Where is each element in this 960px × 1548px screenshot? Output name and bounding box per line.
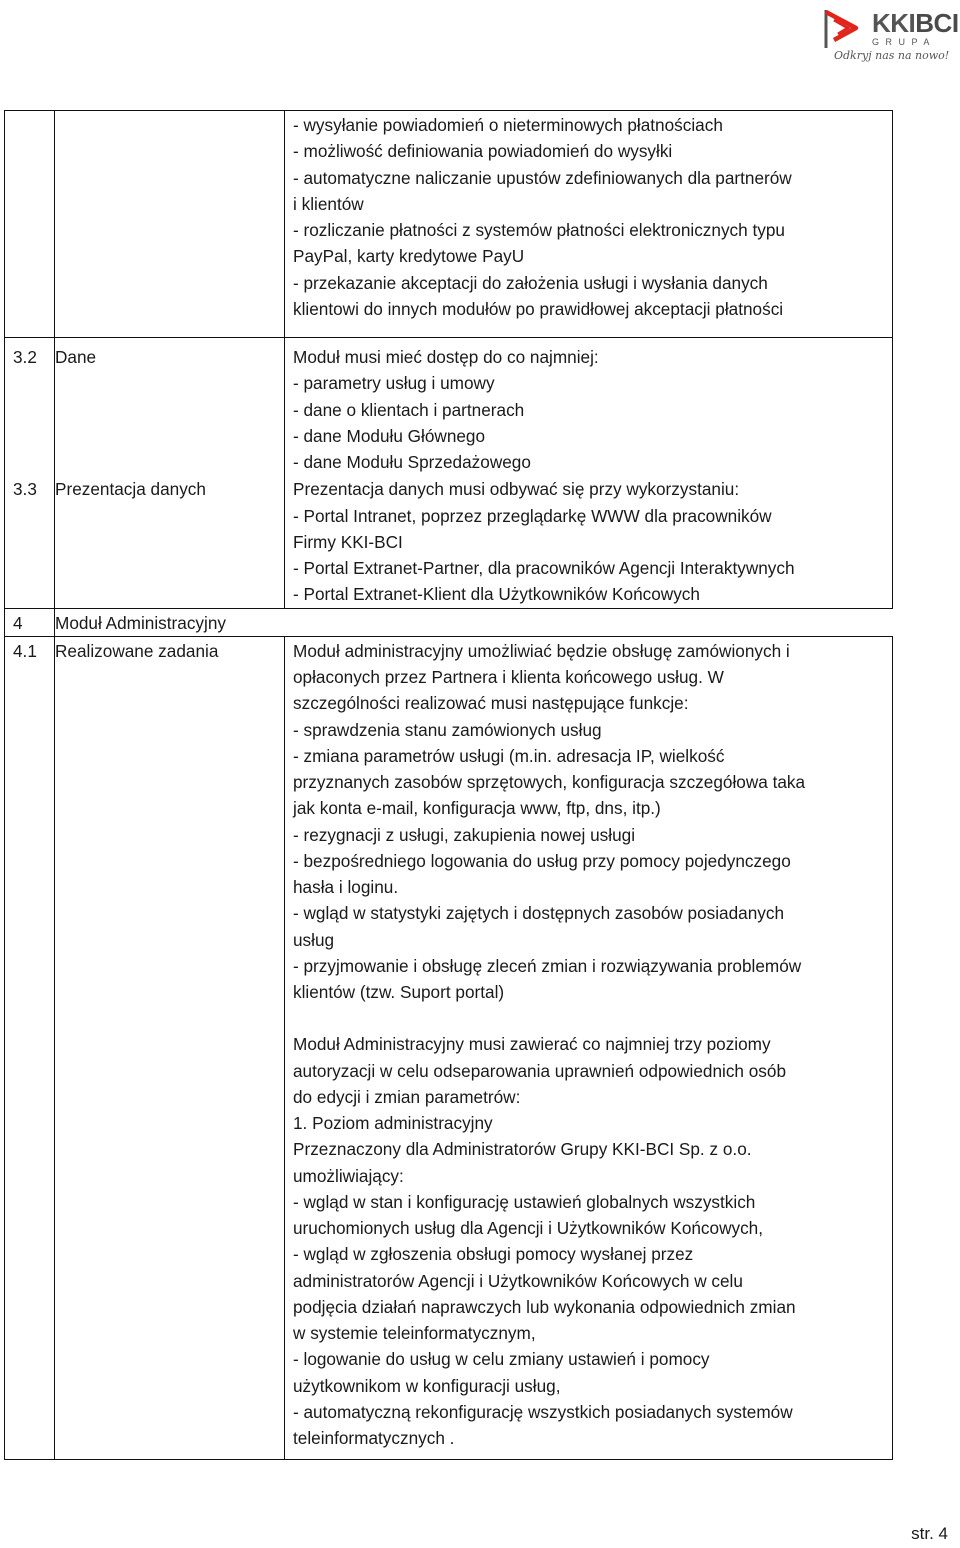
row-name: Dane [55,347,97,367]
logo-tagline: Odkryj nas na nowo! [834,49,950,62]
table-row [5,338,893,476]
row-name-cell [55,636,285,1460]
row-description-cell [285,636,893,1460]
logo-brand [872,8,959,38]
row-number-cell [5,636,55,1460]
row-number-cell [5,338,55,476]
row-description-cell [285,338,893,476]
logo-brand-bci: BCI [915,8,959,38]
row-name-cell [55,338,285,476]
logo-mark-icon [820,6,868,52]
requirements-table [4,110,893,1460]
row-description-cell [285,475,893,608]
row-name: Realizowane zadania [55,640,219,661]
section-number-cell [5,608,55,636]
row-number-cell [5,111,55,338]
row-description: Prezentacja danych musi odbywać się przy wykorzystaniu: - Portal Intranet, poprzez przeglądarkę WWW dla pracowników Firmy KKI-BCI - Portal Extranet-Partner, dla pracowników Agencji Interaktywnych - Portal Extranet-Klient dla Użytkowników Końcowych [293,479,795,605]
row-number: 4.1 [13,640,37,661]
section-title: Moduł Administracyjny [55,612,226,633]
paragraph-gap [293,1005,892,1031]
row-description-cell [285,111,893,338]
row-name-cell [55,475,285,608]
table-row [5,111,893,338]
row-number-cell [5,475,55,608]
row-description-part-2: Moduł Administracyjny musi zawierać co najmniej trzy poziomy autoryzacji w celu odseparowania uprawnień odpowiednich osób do edycji i zmian parametrów: 1. Poziom administracyjny Przeznaczony dla Administratorów Grupy KKI-BCI Sp. z o.o. umożliwiający: - wgląd w stan i konfigurację ustawień globalnych wszystkich uruchomionych usług dla Agencji i Użytkowników Końcowych, - wgląd w zgłoszenia obsługi pomocy wysłanej przez administratorów Agencji i Użytkowników Końcowych w celu podjęcia działań naprawczych lub wykonania odpowiednich zmian w systemie teleinformatycznym, - logowanie do usług w celu zmiany ustawień i pomocy użytkownikom w konfiguracji usług, - automatyczną rekonfigurację wszystkich posiadanych systemów teleinformatycznych . [293,1034,796,1448]
table-row [5,475,893,608]
row-description: - wysyłanie powiadomień o nieterminowych płatnościach - możliwość definiowania powiadomień do wysyłki - automatyczne naliczanie upustów zdefiniowanych dla partnerów i klientów - rozliczanie płatności z systemów płatności elektronicznych typu PayPal, karty kredytowe PayU - przekazanie akceptacji do założenia usługi i wysłania danych klientowi do innych modułów po prawidłowej akceptacji płatności [293,115,792,319]
section-row [5,608,893,636]
row-number: 3.3 [13,479,37,500]
section-title-cell [55,608,893,636]
logo-subtitle: GRUPA [872,37,936,47]
section-number: 4 [13,612,23,633]
row-number: 3.2 [13,347,37,367]
company-logo [820,4,958,68]
logo-brand-kki: KKI [872,8,916,38]
table-row [5,636,893,1460]
row-description: Moduł musi mieć dostęp do co najmniej: - parametry usług i umowy - dane o klientach i partnerach - dane Modułu Głównego - dane Modułu Sprzedażowego [293,347,599,472]
page-number: str. 4 [911,1524,948,1543]
row-name: Prezentacja danych [55,479,206,500]
row-description-part-1: Moduł administracyjny umożliwiać będzie obsługę zamówionych i opłaconych przez Partnera i klienta końcowego usług. W szczególności realizować musi następujące funkcje: - sprawdzenia stanu zamówionych usług - zmiana parametrów usługi (m.in. adresacja IP, wielkość przyznanych zasobów sprzętowych, konfiguracja szczegółowa taka jak konta e-mail, konfiguracja www, ftp, dns, itp.) - rezygnacji z usługi, zakupienia nowej usługi - bezpośredniego logowania do usług przy pomocy pojedynczego hasła i loginu. - wgląd w statystyki zajętych i dostępnych zasobów posiadanych usług - przyjmowanie i obsługę zleceń zmian i rozwiązywania problemów klientów (tzw. Suport portal) [293,640,806,1002]
row-name-cell [55,111,285,338]
